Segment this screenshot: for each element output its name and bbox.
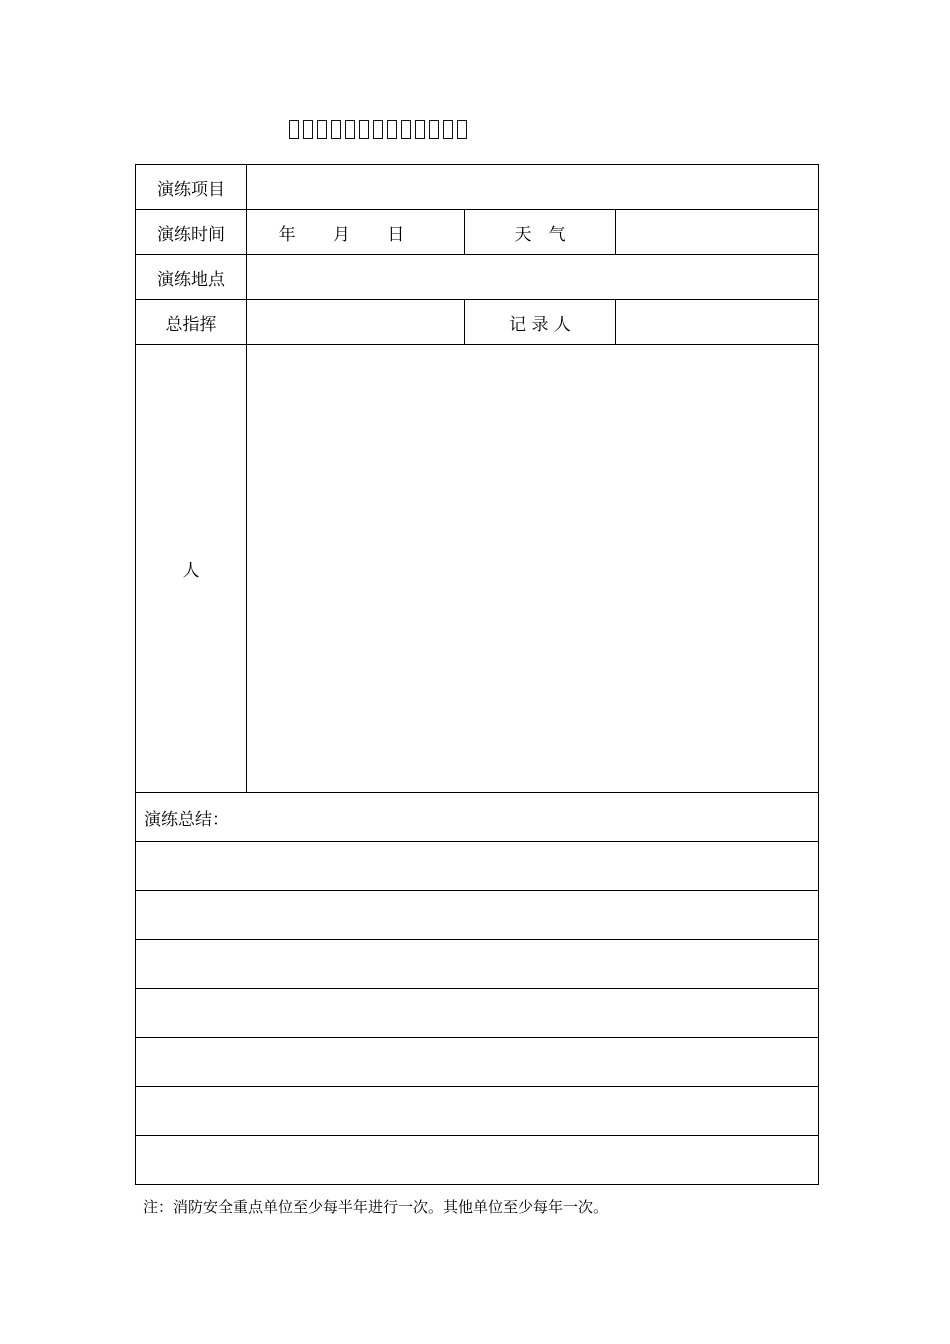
title-glyph-box <box>415 120 425 139</box>
title-glyph-box <box>457 120 467 139</box>
title-glyph-box <box>359 120 369 139</box>
title-glyph-box <box>429 120 439 139</box>
commander-row <box>136 300 819 345</box>
summary-line <box>136 1087 819 1136</box>
title-glyph-box <box>289 120 299 139</box>
summary-line <box>136 1038 819 1087</box>
title-glyph-box <box>331 120 341 139</box>
summary-line-field[interactable] <box>136 1038 819 1087</box>
title-glyph-box <box>317 120 327 139</box>
summary-line <box>136 940 819 989</box>
commander-label: 总指挥 <box>136 300 247 345</box>
title-glyph-box <box>443 120 453 139</box>
footer-note: 注：消防安全重点单位至少每半年进行一次。其他单位至少每年一次。 <box>143 1198 609 1216</box>
weather-field[interactable] <box>616 210 819 255</box>
weather-label: 天 气 <box>465 210 616 255</box>
drill-record-form <box>135 164 819 1185</box>
day-label: 日 <box>387 224 405 245</box>
summary-line-field[interactable] <box>136 989 819 1038</box>
drill-date-field[interactable] <box>247 210 465 255</box>
summary-line <box>136 842 819 891</box>
participants-field[interactable] <box>247 345 819 793</box>
title-glyph-box <box>401 120 411 139</box>
commander-field[interactable] <box>247 300 465 345</box>
summary-line <box>136 1136 819 1185</box>
participants-row <box>136 345 819 793</box>
summary-header-row <box>136 793 819 842</box>
summary-line <box>136 891 819 940</box>
drill-time-label: 演练时间 <box>136 210 247 255</box>
title-glyph-box <box>387 120 397 139</box>
year-label: 年 <box>278 224 296 245</box>
title-glyph-box <box>303 120 313 139</box>
summary-line-field[interactable] <box>136 891 819 940</box>
drill-item-label: 演练项目 <box>136 165 247 210</box>
drill-location-row <box>136 255 819 300</box>
drill-location-label: 演练地点 <box>136 255 247 300</box>
drill-time-row <box>136 210 819 255</box>
recorder-label: 记 录 人 <box>465 300 616 345</box>
summary-line-field[interactable] <box>136 940 819 989</box>
document-title <box>289 120 467 139</box>
summary-line-field[interactable] <box>136 1087 819 1136</box>
title-glyph-box <box>373 120 383 139</box>
recorder-field[interactable] <box>616 300 819 345</box>
summary-line-field[interactable] <box>136 1136 819 1185</box>
participants-label: 人 <box>136 345 247 793</box>
drill-location-field[interactable] <box>247 255 819 300</box>
title-glyph-box <box>345 120 355 139</box>
drill-item-row <box>136 165 819 210</box>
summary-line <box>136 989 819 1038</box>
summary-line-field[interactable] <box>136 842 819 891</box>
drill-item-field[interactable] <box>247 165 819 210</box>
summary-label: 演练总结： <box>136 793 819 842</box>
month-label: 月 <box>333 224 350 245</box>
